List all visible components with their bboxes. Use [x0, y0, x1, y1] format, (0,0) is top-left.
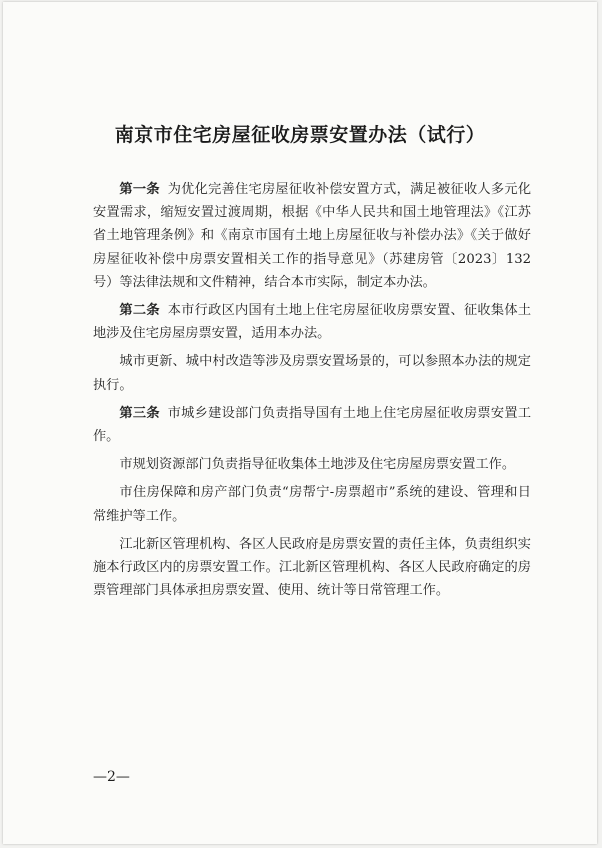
paragraph — [93, 453, 531, 476]
document-body — [93, 178, 531, 602]
article-2 — [93, 299, 531, 345]
article-label: 第三条 — [119, 405, 160, 421]
article-3 — [93, 402, 531, 448]
paragraph — [93, 350, 531, 396]
document-title: 南京市住宅房屋征收房票安置办法（试行） — [114, 124, 486, 146]
document-page — [3, 2, 597, 844]
paragraph-text: 市规划资源部门负责指导征收集体土地涉及住宅房屋房票安置工作。 — [119, 457, 516, 473]
paragraph — [93, 533, 531, 603]
paragraph-text: 市住房保障和房产部门负责“房帮宁-房票超市”系统的建设、管理和日常维护等工作。 — [93, 485, 531, 524]
article-1 — [93, 178, 531, 294]
article-text: 为优化完善住宅房屋征收补偿安置方式，满足被征收人多元化安置需求，缩短安置过渡周期，根据《中华人民共和国土地管理法》《江苏省土地管理条例》和《南京市国有土地上房屋征收与补偿办法》《关于做好房屋征收补偿中房票安置相关工作的指导意见》（苏建房管〔2023〕132号）等法律法规和文件精神，结合本市实际，制定本办法。 — [93, 182, 532, 290]
article-text: 市城乡建设部门负责指导国有土地上住宅房屋征收房票安置工作。 — [93, 405, 532, 445]
article-label: 第一条 — [119, 182, 160, 197]
paragraph-text: 城市更新、城中村改造等涉及房票安置场景的，可以参照本办法的规定执行。 — [93, 354, 531, 393]
paragraph-text: 江北新区管理机构、各区人民政府是房票安置的责任主体，负责组织实施本行政区内的房票安置工作。江北新区管理机构、各区人民政府确定的房票管理部门具体承担房票安置、使用、统计等日常管理工作。 — [93, 536, 531, 599]
article-text: 本市行政区内国有土地上住宅房屋征收房票安置、征收集体土地涉及住宅房屋房票安置，适用本办法。 — [93, 303, 532, 342]
page-number: —2— — [93, 769, 130, 785]
paragraph — [93, 481, 531, 527]
article-label: 第二条 — [119, 303, 160, 319]
